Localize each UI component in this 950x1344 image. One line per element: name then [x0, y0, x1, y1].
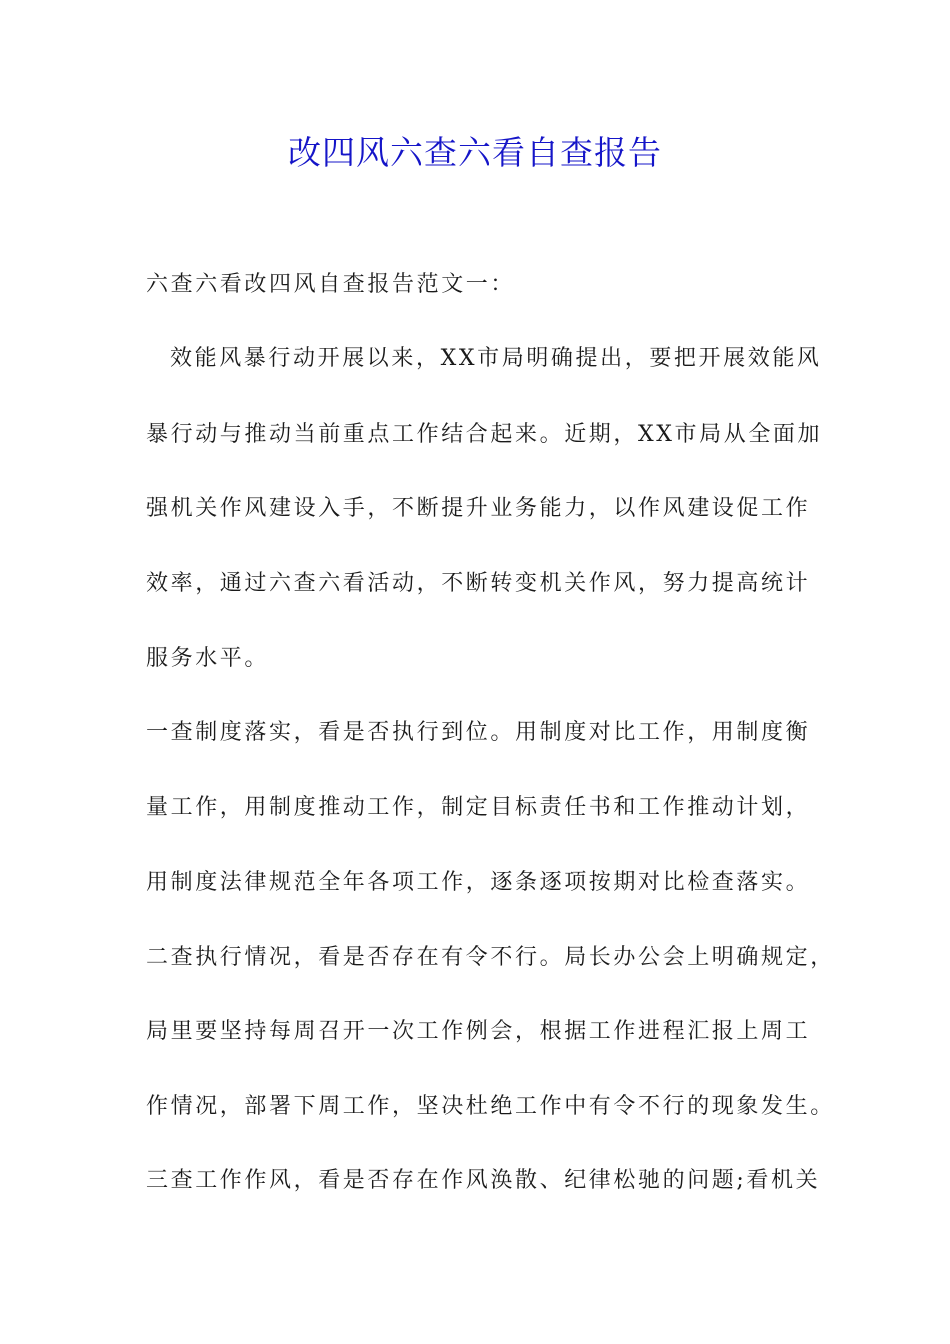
paragraph-line: 二查执行情况，看是否存在有令不行。局长办公会上明确规定， — [146, 945, 835, 970]
paragraph-line: 作情况，部署下周工作，坚决杜绝工作中有令不行的现象发生。 — [146, 1094, 835, 1119]
document-title: 改四风六查六看自查报告 — [288, 133, 662, 172]
paragraph-line: 暴行动与推动当前重点工作结合起来。近期，XX市局从全面加 — [146, 422, 823, 447]
paragraph-line: 一查制度落实，看是否执行到位。用制度对比工作，用制度衡 — [146, 720, 811, 745]
paragraph-line: 强机关作风建设入手，不断提升业务能力，以作风建设促工作 — [146, 496, 811, 521]
paragraph-line: 效率，通过六查六看活动，不断转变机关作风，努力提高统计 — [146, 571, 811, 596]
paragraph-line: 六查六看改四风自查报告范文一： — [146, 272, 516, 297]
paragraph-line: 用制度法律规范全年各项工作，逐条逐项按期对比检查落实。 — [146, 870, 811, 895]
paragraph-line: 三查工作作风，看是否存在作风涣散、纪律松驰的问题;看机关 — [146, 1168, 821, 1193]
paragraph-line: 服务水平。 — [146, 646, 270, 671]
paragraph-line: 局里要坚持每周召开一次工作例会，根据工作进程汇报上周工 — [146, 1019, 811, 1044]
paragraph-line: 效能风暴行动开展以来，XX市局明确提出，要把开展效能风 — [170, 346, 822, 371]
paragraph-line: 量工作，用制度推动工作，制定目标责任书和工作推动计划， — [146, 795, 811, 820]
